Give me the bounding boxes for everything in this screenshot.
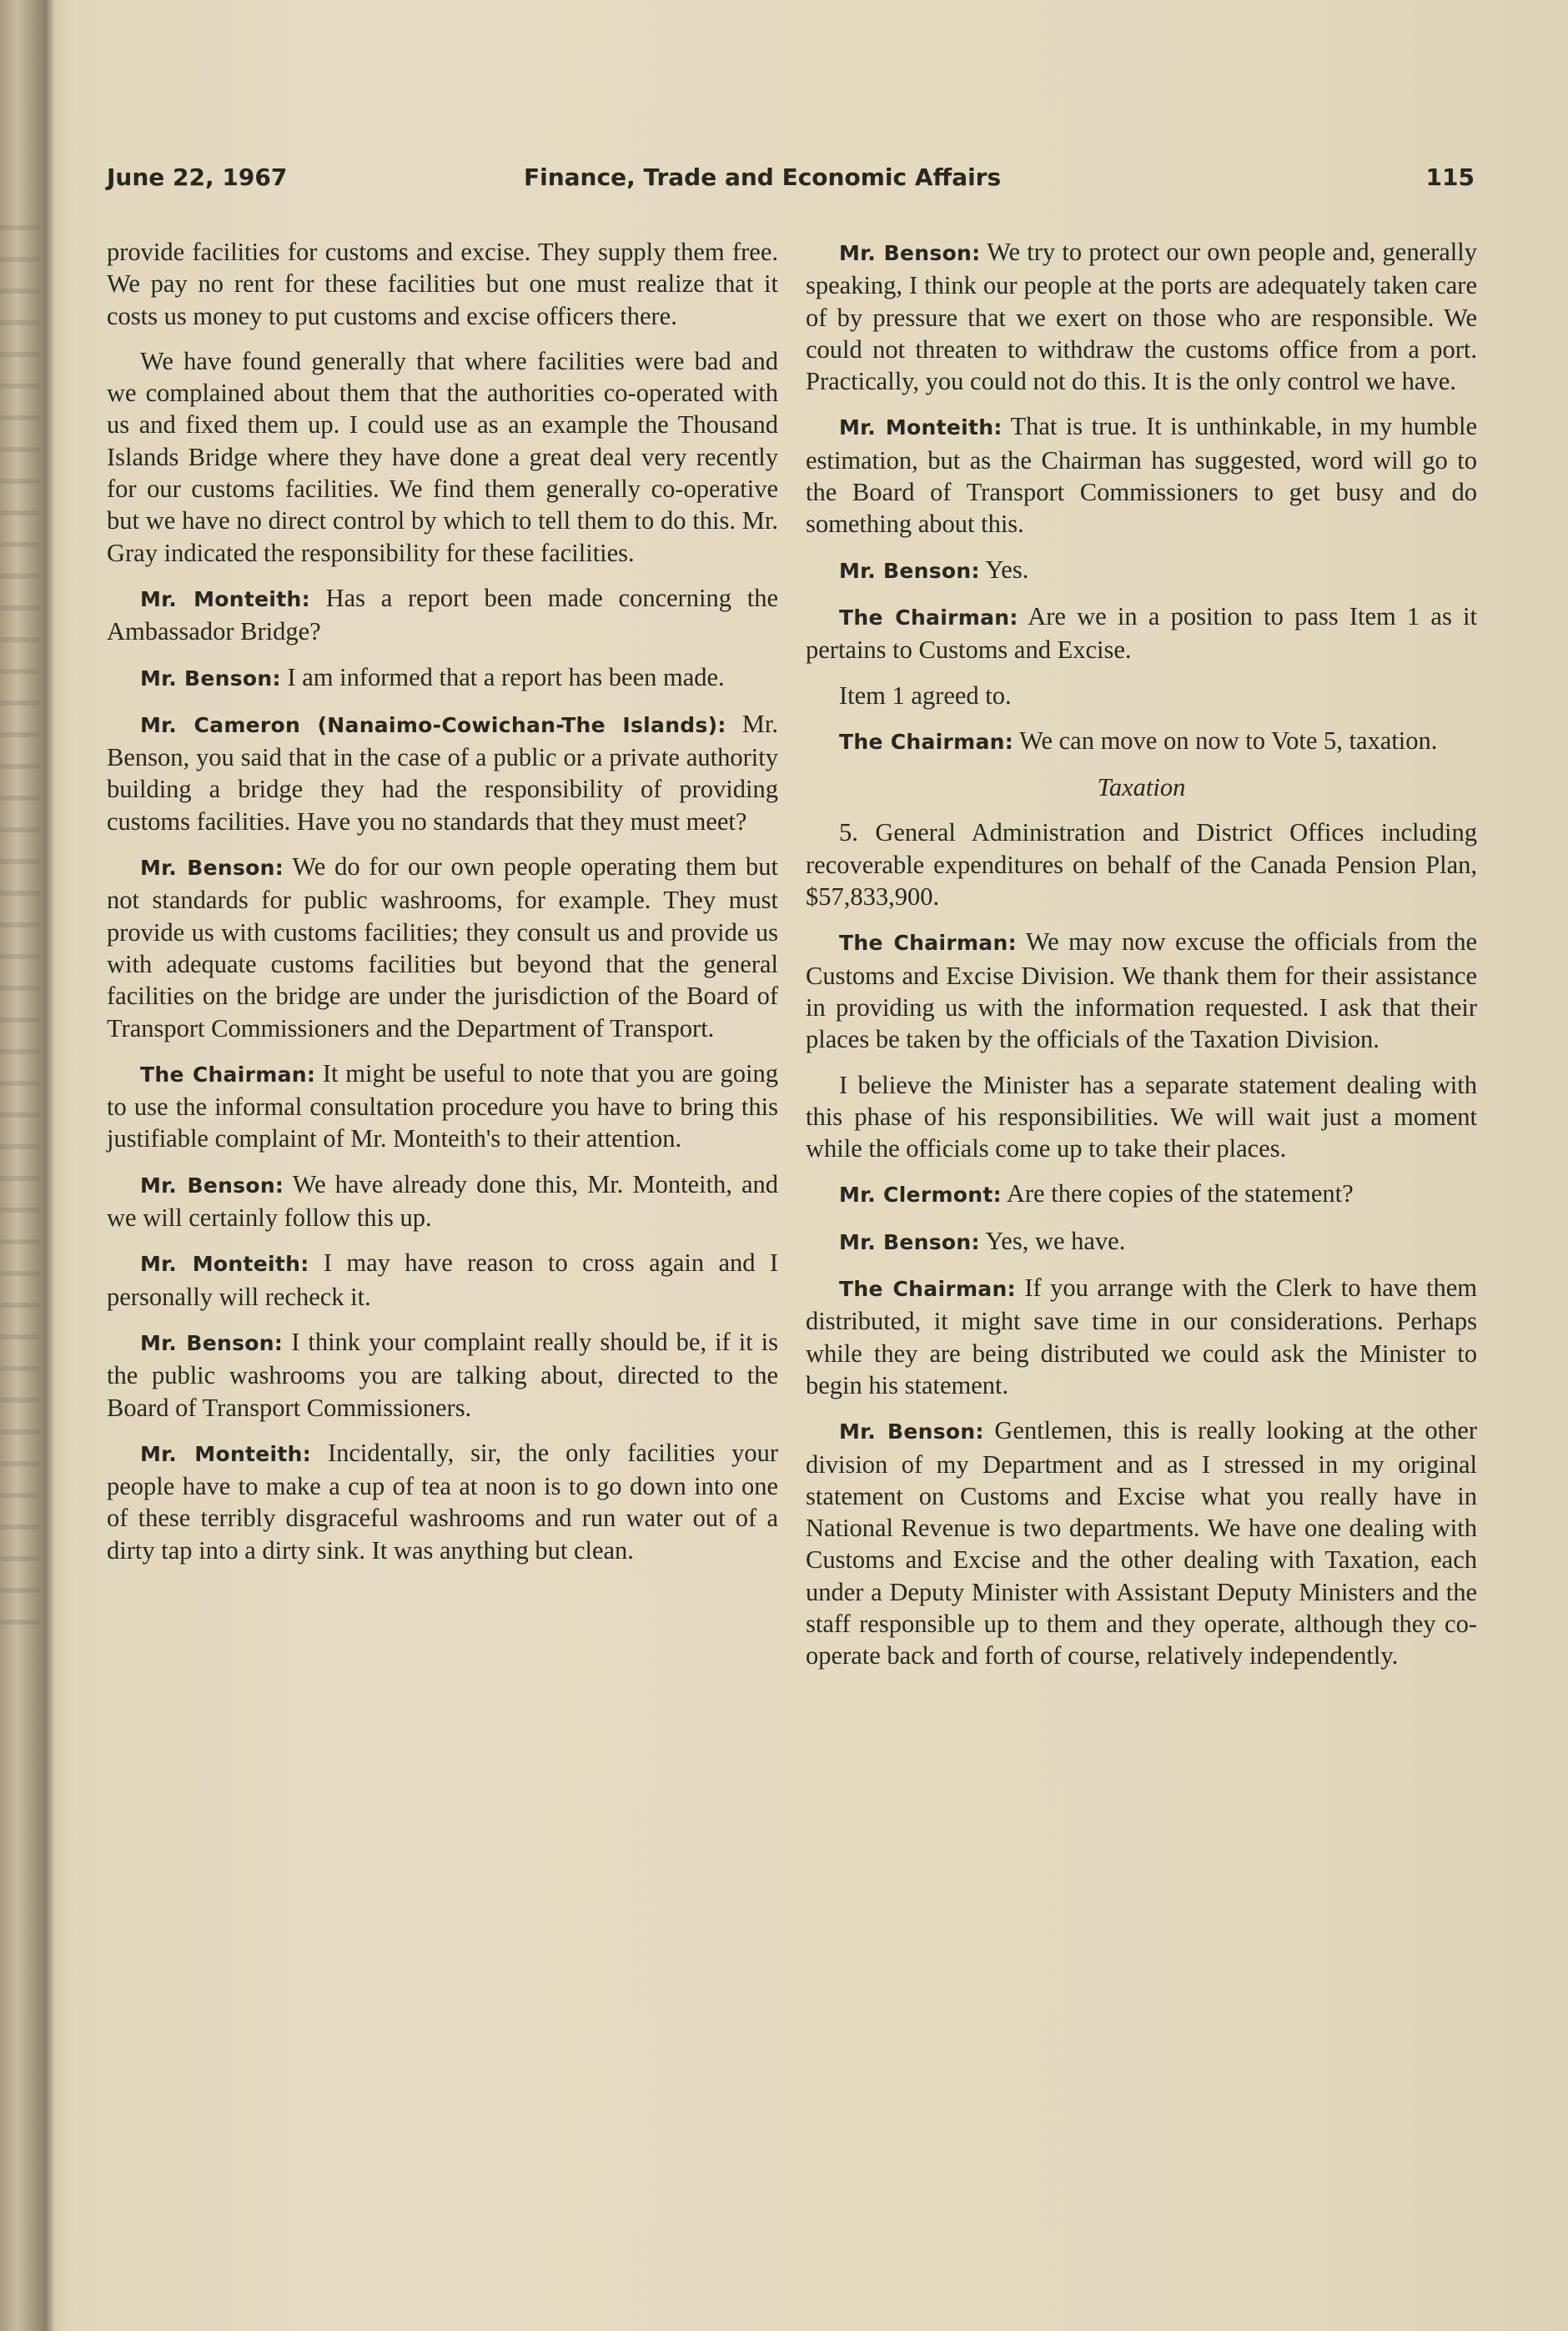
transcript-paragraph	[107, 1247, 778, 1313]
running-header	[107, 163, 1475, 205]
paragraph-text: Gentlemen, this is really looking at the other division of my Department and as I stressed in my original statement on Customs and Excise what you really have in National Revenue is two departments. We have one dealing with Customs and Excise and the other dealing with Taxation, each under a Deputy Minister with Assistant Deputy Ministers and the staff responsible up to them and they operate, although they co-operate back and forth of course, relatively independently.	[806, 1416, 1477, 1670]
paragraph-text: provide facilities for customs and excise. They supply them free. We pay no rent for these facilities but one must realize that it costs us money to put customs and excise officers there.	[107, 238, 778, 330]
transcript-paragraph	[107, 582, 778, 648]
transcript-paragraph	[806, 1272, 1477, 1401]
transcript-paragraph	[107, 1437, 778, 1566]
paragraph-text: I think your complaint really should be, if it is the public washrooms you are talking about, directed to the Board of Transport Commissioners.	[107, 1327, 778, 1422]
paragraph-text: I may have reason to cross again and I personally will recheck it.	[107, 1248, 779, 1311]
speaker-name: Mr. Benson:	[140, 856, 284, 881]
speaker-name: Mr. Benson:	[839, 558, 980, 583]
transcript-paragraph	[107, 1057, 778, 1155]
paragraph-text: I believe the Minister has a separate statement dealing with this phase of his responsibilities. We will wait just a moment while the officials come up to take their places.	[806, 1070, 1477, 1163]
transcript-paragraph	[806, 725, 1477, 758]
speaker-name: Mr. Benson:	[839, 1419, 984, 1444]
speaker-name: Mr. Benson:	[140, 1330, 284, 1355]
paragraph-text: It might be useful to note that you are going to use the informal consultation procedure you have to bring this justifiable complaint of Mr. Monteith's to their attention.	[107, 1058, 779, 1153]
facing-page-bleed	[0, 225, 40, 1643]
transcript-paragraph	[107, 345, 778, 569]
transcript-paragraph	[806, 1069, 1477, 1165]
transcript-paragraph	[806, 926, 1477, 1055]
transcript-paragraph	[806, 680, 1477, 711]
speaker-name: Mr. Benson:	[140, 1173, 284, 1198]
transcript-paragraph	[806, 600, 1477, 666]
header-title: Finance, Trade and Economic Affairs	[524, 163, 1002, 191]
paragraph-text: Yes, we have.	[985, 1226, 1126, 1255]
speaker-name: Mr. Monteith:	[839, 415, 1003, 440]
paragraph-text: Yes.	[985, 555, 1029, 584]
transcript-paragraph	[107, 661, 778, 695]
paragraph-text: Item 1 agreed to.	[839, 681, 1012, 710]
speaker-name: Mr. Monteith:	[140, 1252, 309, 1277]
paragraph-text: We may now excuse the officials from the Customs and Excise Division. We thank them for their assistance in providing us with the information requested. I ask that their places be taken by the officials of the Taxation Division.	[806, 927, 1478, 1054]
transcript-paragraph	[107, 851, 778, 1044]
paragraph-text: I am informed that a report has been made.	[287, 662, 725, 691]
paragraph-text: Mr. Benson, you said that in the case of a public or a private authority building a bridge they had the responsibility of providing customs facilities. Have you no standards that they must meet?	[107, 709, 778, 836]
page-number: 115	[1425, 163, 1475, 191]
speaker-name: Mr. Benson:	[839, 1229, 980, 1254]
left-column	[107, 236, 778, 1580]
section-heading-taxation: Taxation	[1097, 773, 1186, 802]
paragraph-text: We do for our own people operating them but not standards for public washrooms, for example. They must provide us with customs facilities; they consult us and provide us with adequate customs facilities but beyond that the general facilities on the bridge are under the jurisdiction of the Board of Transport Commissioners and the Department of Transport.	[107, 852, 778, 1042]
transcript-paragraph	[806, 410, 1477, 540]
transcript-paragraph	[806, 1225, 1477, 1258]
paragraph-text: That is true. It is unthinkable, in my humble estimation, but as the Chairman has suggested, word will go to the Board of Transport Commissioners to get busy and do something about this.	[806, 412, 1477, 539]
transcript-paragraph	[806, 236, 1477, 397]
paragraph-text: We have already done this, Mr. Monteith, and we will certainly follow this up.	[107, 1169, 779, 1233]
speaker-name: Mr. Benson:	[140, 666, 281, 691]
speaker-name: Mr. Monteith:	[140, 586, 310, 611]
paragraph-text: Incidentally, sir, the only facilities your people have to make a cup of tea at noon is to go down into one of these terribly disgraceful washrooms and run water out of a dirty tap into a dirty sink. It was anything but clean.	[107, 1438, 778, 1565]
speaker-name: Mr. Cameron (Nanaimo-Cowichan-The Islands):	[140, 712, 726, 737]
speaker-name: The Chairman:	[839, 729, 1014, 754]
transcript-paragraph	[107, 1326, 778, 1424]
transcript-paragraph	[806, 1178, 1477, 1211]
paragraph-text: We have found generally that where facilities were bad and we complained about them that the authorities co-operated with us and fixed them up. I could use as an example the Thousand Islands Bridge where they have done a great deal very recently for our customs facilities. We find them generally co-operative but we have no direct control by which to tell them to do this. Mr. Gray indicated the responsibility for these facilities.	[107, 346, 778, 567]
transcript-paragraph	[806, 1414, 1477, 1671]
transcript-paragraph	[806, 554, 1477, 587]
speaker-name: The Chairman:	[839, 1277, 1016, 1302]
speaker-name: The Chairman:	[839, 931, 1017, 956]
vote-item: 5. General Administration and District Offices including recoverable expenditures on behalf of the Canada Pension Plan, $57,833,900.	[806, 818, 1477, 912]
right-column-after-section	[806, 926, 1477, 1671]
speaker-name: Mr. Benson:	[839, 241, 981, 265]
right-column-before-section	[806, 236, 1477, 758]
speaker-name: The Chairman:	[140, 1062, 316, 1087]
paragraph-text: If you arrange with the Clerk to have them distributed, it might save time in our considerations. Perhaps while they are being distributed we could ask the Minister to begin his statement.	[806, 1274, 1478, 1399]
paragraph-text: We can move on now to Vote 5, taxation.	[1019, 726, 1438, 755]
header-date: June 22, 1967	[107, 163, 288, 191]
transcript-paragraph	[107, 1168, 778, 1234]
speaker-name: Mr. Monteith:	[140, 1441, 312, 1466]
transcript-paragraph	[107, 236, 778, 332]
paragraph-text: Are we in a position to pass Item 1 as it pertains to Customs and Excise.	[806, 601, 1477, 665]
right-column	[806, 236, 1477, 1685]
speaker-name: Mr. Clermont:	[839, 1183, 1002, 1208]
transcript-paragraph	[107, 708, 778, 837]
paragraph-text: Has a report been made concerning the Ambassador Bridge?	[107, 583, 778, 646]
paragraph-text: Are there copies of the statement?	[1006, 1179, 1354, 1208]
speaker-name: The Chairman:	[839, 605, 1018, 630]
paragraph-text: We try to protect our own people and, generally speaking, I think our people at the ports are adequately taken care of by pressure that we exert on those who are responsible. We could not threaten to withdraw the customs office from a port. Practically, you could not do this. It is the only control we have.	[806, 238, 1477, 396]
